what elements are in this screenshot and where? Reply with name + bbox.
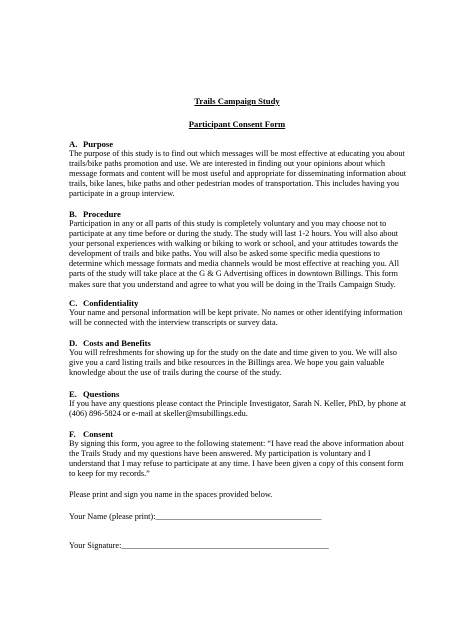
section-line: determine which message formats and media channels would be most effective at reaching you. All: [69, 259, 400, 269]
section-purpose: [69, 139, 421, 199]
section-line: to keep for my records.”: [69, 469, 150, 479]
section-line: give you a card listing trails and bike resources in the Billings area. We hope you gain valuable: [69, 358, 385, 368]
section-heading: D. Costs and Benefits: [69, 338, 151, 348]
section-line: trails, bike lanes, bike paths and other pedestrian modes of transportation. This includes having you: [69, 179, 400, 189]
section-heading: C. Confidentiality: [69, 298, 139, 308]
section-line: You will refreshments for showing up for the study on the date and time given to you. We will also: [69, 348, 397, 357]
section-line: (406) 896-5824 or e-mail at skeller@msubillings.edu.: [69, 409, 248, 419]
section-line: message formats and content will be most useful and appropriate for disseminating information about: [69, 169, 407, 179]
section-questions: [69, 389, 421, 419]
section-heading: B. Procedure: [69, 209, 121, 219]
section-line: participate in a group interview.: [69, 189, 175, 199]
section-line: trails/bike paths promotion and use. We are interested in finding out your opinions about which: [69, 159, 386, 169]
section-line: By signing this form, you agree to the following statement: “I have read the above information about: [69, 439, 404, 448]
name-field[interactable]: Your Name (please print):________________________________________: [69, 512, 322, 521]
signature-field[interactable]: Your Signature:__________________________________________________: [69, 541, 329, 550]
document-title: Trails Campaign Study: [194, 96, 280, 106]
section-line: understand that I may refuse to participate at any time. I have been given a copy of this consent form: [69, 459, 404, 469]
section-heading: F. Consent: [69, 429, 114, 439]
section-line: parts of the study will take place at the G & G Advertising offices in downtown Billings. This form: [69, 269, 398, 279]
section-line: your personal experiences with walking or biking to work or school, and your attitudes towards the: [69, 239, 399, 249]
section-line: If you have any questions please contact the Principle Investigator, Sarah N. Keller, PhD, by phone at: [69, 399, 407, 408]
section-line: Participation in any or all parts of this study is completely voluntary and you may choose not to: [69, 219, 387, 228]
section-line: the Trails Study and my questions have been answered. My participation is voluntary and I: [69, 449, 371, 459]
section-procedure: [69, 209, 421, 290]
section-line: knowledge about the use of trails during the course of the study.: [69, 368, 282, 378]
section-line: Your name and personal information will be kept private. No names or other identifying information: [69, 308, 403, 317]
section-line: makes sure that you understand and agree to what you will be doing in the Trails Campaign Study.: [69, 279, 396, 289]
section-line: development of trails and bike paths. You will also be asked some specific media questions to: [69, 249, 380, 259]
document-subtitle: Participant Consent Form: [188, 119, 286, 129]
section-heading: A. Purpose: [69, 139, 114, 149]
section-confidentiality: [69, 298, 421, 328]
section-line: The purpose of this study is to find out which messages will be most effective at educating you about: [69, 149, 405, 158]
section-line: participate at any time before or during the study. The study will last 1-2 hours. You will also about: [69, 229, 399, 239]
section-line: will be connected with the interview transcripts or survey data.: [69, 318, 278, 328]
section-consent: [69, 429, 421, 479]
sign-instruction: Please print and sign you name in the spaces provided below.: [69, 490, 273, 499]
section-costs-benefits: [69, 338, 421, 378]
section-heading: E. Questions: [69, 389, 120, 399]
